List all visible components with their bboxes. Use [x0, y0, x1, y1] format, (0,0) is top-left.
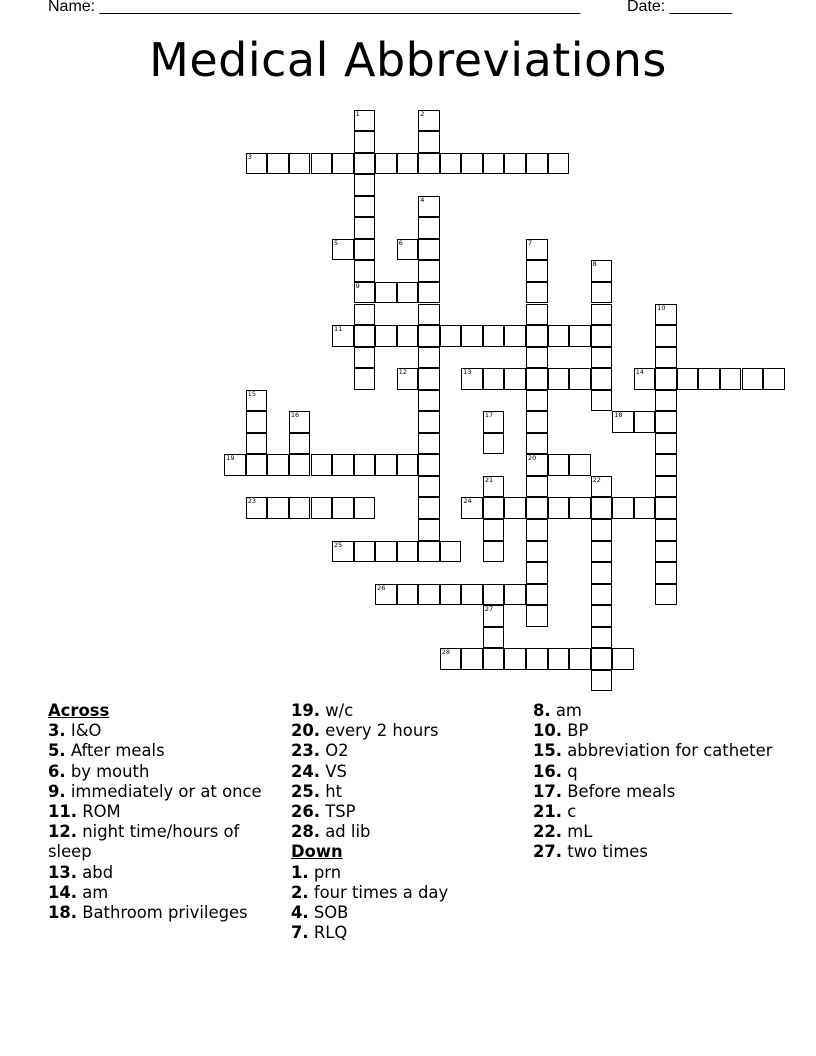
grid-cell[interactable] — [548, 368, 570, 390]
grid-cell[interactable] — [461, 497, 483, 519]
clue-number-label: 17. — [533, 781, 563, 801]
clue-number: 25 — [334, 540, 343, 549]
clue-item — [48, 741, 288, 761]
clue-number-label: 20. — [291, 721, 321, 741]
clue-number-label: 1. — [291, 862, 309, 882]
grid-cell[interactable] — [591, 347, 613, 369]
grid-cell[interactable] — [526, 347, 548, 369]
grid-cell[interactable] — [224, 454, 246, 476]
grid-cell[interactable] — [440, 325, 462, 347]
clue-item — [291, 762, 531, 782]
grid-cell[interactable] — [354, 239, 376, 261]
clue-item — [48, 721, 288, 741]
grid-cell[interactable] — [246, 390, 268, 412]
grid-cell[interactable] — [526, 519, 548, 541]
grid-cell[interactable] — [569, 325, 591, 347]
clue-number-label: 8. — [533, 701, 551, 720]
grid-cell[interactable] — [655, 390, 677, 412]
clue-number: 4 — [420, 195, 425, 204]
clue-text: ad lib — [325, 822, 371, 842]
clue-number: 12 — [398, 368, 407, 377]
clue-text: After meals — [70, 741, 165, 761]
grid-cell[interactable] — [634, 411, 656, 433]
grid-cell[interactable] — [763, 368, 785, 390]
clue-item — [291, 903, 531, 923]
grid-cell[interactable] — [354, 217, 376, 239]
clue-text: VS — [325, 761, 347, 781]
clue-number-label: 26. — [291, 802, 321, 822]
clue-text: abbreviation for catheter — [567, 741, 773, 761]
clues-column-1 — [48, 701, 288, 923]
clue-text: every 2 hours — [325, 721, 439, 741]
grid-cell[interactable] — [548, 648, 570, 670]
grid-cell[interactable] — [246, 497, 268, 519]
clue-number-label: 2. — [291, 882, 309, 902]
clue-item — [48, 883, 288, 903]
grid-cell[interactable] — [677, 368, 699, 390]
clue-item — [291, 863, 531, 883]
grid-cell[interactable] — [375, 153, 397, 175]
grid-cell[interactable] — [591, 497, 613, 519]
grid-cell[interactable] — [354, 174, 376, 196]
clue-item — [48, 782, 288, 802]
section-heading: Across — [48, 701, 110, 720]
grid-cell[interactable] — [591, 368, 613, 390]
clue-number: 22 — [592, 475, 601, 484]
grid-cell[interactable] — [375, 282, 397, 304]
grid-cell[interactable] — [483, 153, 505, 175]
grid-cell[interactable] — [591, 627, 613, 649]
clue-number-label: 13. — [48, 862, 78, 882]
grid-cell[interactable] — [375, 454, 397, 476]
grid-cell[interactable] — [418, 390, 440, 412]
clue-item — [48, 762, 288, 782]
clue-number-label: 5. — [48, 741, 66, 761]
grid-cell[interactable] — [461, 584, 483, 606]
grid-cell[interactable] — [461, 325, 483, 347]
grid-cell[interactable] — [397, 153, 419, 175]
grid-cell[interactable] — [526, 239, 548, 261]
clue-number: 23 — [247, 497, 257, 506]
grid-cell[interactable] — [526, 390, 548, 412]
clue-number: 16 — [290, 411, 300, 420]
clue-text: TSP — [325, 802, 356, 822]
grid-cell[interactable] — [418, 368, 440, 390]
grid-cell[interactable] — [591, 584, 613, 606]
grid-cell[interactable] — [483, 476, 505, 498]
grid-cell[interactable] — [634, 368, 656, 390]
grid-cell[interactable] — [289, 497, 311, 519]
grid-cell[interactable] — [354, 347, 376, 369]
clues-column-2 — [291, 701, 531, 943]
grid-cell[interactable] — [569, 648, 591, 670]
grid-cell[interactable] — [483, 497, 505, 519]
grid-cell[interactable] — [397, 454, 419, 476]
clue-number-label: 12. — [48, 822, 78, 842]
grid-cell[interactable] — [418, 110, 440, 132]
grid-cell[interactable] — [354, 497, 376, 519]
grid-cell[interactable] — [483, 605, 505, 627]
clue-text: ht — [325, 781, 343, 801]
clue-number: 27 — [484, 605, 494, 614]
grid-cell[interactable] — [655, 497, 677, 519]
grid-cell[interactable] — [354, 454, 376, 476]
clue-number: 14 — [635, 368, 644, 377]
clue-item — [291, 782, 531, 802]
clue-number: 18 — [614, 411, 623, 420]
grid-cell[interactable] — [418, 239, 440, 261]
grid-cell[interactable] — [354, 196, 376, 218]
grid-cell[interactable] — [526, 454, 548, 476]
clue-text: Bathroom privileges — [82, 903, 248, 923]
grid-cell[interactable] — [267, 454, 289, 476]
clue-item — [48, 822, 288, 862]
grid-cell[interactable] — [461, 648, 483, 670]
clue-text: c — [567, 802, 577, 822]
clue-item — [533, 822, 773, 842]
grid-cell[interactable] — [246, 454, 268, 476]
grid-cell[interactable] — [418, 217, 440, 239]
clue-number-label: 22. — [533, 822, 563, 842]
grid-cell[interactable] — [591, 390, 613, 412]
grid-cell[interactable] — [440, 648, 462, 670]
date-field[interactable]: Date: _______ — [627, 0, 732, 15]
clue-text: by mouth — [70, 761, 150, 781]
grid-cell[interactable] — [548, 454, 570, 476]
clue-number: 21 — [484, 475, 494, 484]
grid-cell[interactable] — [267, 497, 289, 519]
grid-cell[interactable] — [354, 304, 376, 326]
grid-cell[interactable] — [418, 476, 440, 498]
grid-cell[interactable] — [655, 541, 677, 563]
grid-cell[interactable] — [483, 368, 505, 390]
grid-cell[interactable] — [526, 260, 548, 282]
clue-number-label: 25. — [291, 781, 321, 801]
clue-number-label: 3. — [48, 721, 66, 741]
grid-cell[interactable] — [655, 304, 677, 326]
clue-item — [533, 721, 773, 741]
grid-cell[interactable] — [354, 153, 376, 175]
grid-cell[interactable] — [504, 368, 526, 390]
grid-cell[interactable] — [483, 541, 505, 563]
grid-cell[interactable] — [418, 260, 440, 282]
page-title: Medical Abbreviations — [149, 33, 667, 87]
grid-cell[interactable] — [418, 282, 440, 304]
grid-cell[interactable] — [354, 368, 376, 390]
clue-text: night time/hours of sleep — [48, 822, 240, 862]
clue-number: 26 — [377, 583, 386, 592]
clue-item — [291, 721, 531, 741]
grid-cell[interactable] — [483, 433, 505, 455]
grid-cell[interactable] — [354, 260, 376, 282]
clue-item — [291, 741, 531, 761]
grid-cell[interactable] — [332, 454, 354, 476]
clue-item — [533, 741, 773, 761]
grid-cell[interactable] — [742, 368, 764, 390]
section-heading: Down — [291, 842, 343, 862]
grid-cell[interactable] — [461, 153, 483, 175]
grid-cell[interactable] — [483, 411, 505, 433]
grid-cell[interactable] — [591, 260, 613, 282]
clue-text: Before meals — [567, 781, 676, 801]
grid-cell[interactable] — [332, 153, 354, 175]
grid-cell[interactable] — [655, 347, 677, 369]
clue-number: 11 — [334, 325, 343, 333]
grid-cell[interactable] — [418, 411, 440, 433]
grid-cell[interactable] — [354, 282, 376, 304]
clue-number: 5 — [334, 238, 339, 247]
name-field[interactable]: Name: ______________________________________________________ — [48, 0, 581, 15]
grid-cell[interactable] — [440, 584, 462, 606]
grid-cell[interactable] — [655, 368, 677, 390]
grid-cell[interactable] — [375, 325, 397, 347]
clue-item — [48, 903, 288, 923]
grid-cell[interactable] — [418, 304, 440, 326]
grid-cell[interactable] — [504, 584, 526, 606]
grid-cell[interactable] — [461, 368, 483, 390]
grid-cell[interactable] — [354, 541, 376, 563]
grid-cell[interactable] — [289, 454, 311, 476]
grid-cell[interactable] — [483, 519, 505, 541]
grid-cell[interactable] — [655, 325, 677, 347]
grid-cell[interactable] — [526, 541, 548, 563]
grid-cell[interactable] — [418, 454, 440, 476]
clue-number: 1 — [355, 109, 360, 118]
grid-cell[interactable] — [375, 541, 397, 563]
grid-cell[interactable] — [397, 239, 419, 261]
grid-cell[interactable] — [418, 433, 440, 455]
grid-cell[interactable] — [397, 584, 419, 606]
grid-cell[interactable] — [418, 584, 440, 606]
clue-number-label: 28. — [291, 822, 321, 842]
grid-cell[interactable] — [591, 670, 613, 692]
clue-number-label: 24. — [291, 761, 321, 781]
clue-number-label: 14. — [48, 882, 78, 902]
clue-number-label: 23. — [291, 741, 321, 761]
clue-item — [291, 802, 531, 822]
grid-cell[interactable] — [397, 325, 419, 347]
clue-number: 3 — [247, 152, 252, 161]
clue-number-label: 27. — [533, 842, 563, 862]
grid-cell[interactable] — [548, 497, 570, 519]
clue-item — [291, 701, 531, 721]
grid-cell[interactable] — [418, 347, 440, 369]
grid-cell[interactable] — [418, 153, 440, 175]
clue-number: 2 — [420, 109, 425, 118]
grid-cell[interactable] — [526, 153, 548, 175]
clue-text: ROM — [82, 802, 121, 822]
clue-text: BP — [567, 721, 589, 741]
grid-cell[interactable] — [569, 454, 591, 476]
grid-cell[interactable] — [418, 519, 440, 541]
clue-number: 20 — [528, 454, 537, 463]
clue-item — [533, 762, 773, 782]
grid-cell[interactable] — [655, 454, 677, 476]
grid-cell[interactable] — [289, 411, 311, 433]
grid-cell[interactable] — [375, 584, 397, 606]
grid-cell[interactable] — [246, 411, 268, 433]
grid-cell[interactable] — [354, 325, 376, 347]
grid-cell[interactable] — [504, 648, 526, 670]
clue-text: am — [555, 701, 582, 720]
grid-cell[interactable] — [591, 519, 613, 541]
grid-cell[interactable] — [698, 368, 720, 390]
grid-cell[interactable] — [612, 497, 634, 519]
grid-cell[interactable] — [483, 648, 505, 670]
grid-cell[interactable] — [526, 411, 548, 433]
grid-cell[interactable] — [548, 153, 570, 175]
clue-item — [291, 883, 531, 903]
grid-cell[interactable] — [591, 562, 613, 584]
clues-column-3 — [533, 701, 773, 863]
clue-number-label: 6. — [48, 761, 66, 781]
grid-cell[interactable] — [483, 627, 505, 649]
clue-number-label: 16. — [533, 761, 563, 781]
grid-cell[interactable] — [526, 562, 548, 584]
grid-cell[interactable] — [591, 304, 613, 326]
grid-cell[interactable] — [418, 497, 440, 519]
clue-number-label: 18. — [48, 903, 78, 923]
grid-cell[interactable] — [440, 541, 462, 563]
clue-number: 17 — [484, 411, 494, 420]
grid-cell[interactable] — [289, 153, 311, 175]
clue-text: q — [567, 761, 578, 781]
grid-cell[interactable] — [655, 519, 677, 541]
clue-text: mL — [567, 822, 593, 842]
grid-cell[interactable] — [569, 497, 591, 519]
grid-cell[interactable] — [418, 131, 440, 153]
grid-cell[interactable] — [612, 411, 634, 433]
grid-cell[interactable] — [634, 497, 656, 519]
grid-cell[interactable] — [655, 562, 677, 584]
clue-text: prn — [313, 862, 342, 882]
clue-number-label: 10. — [533, 721, 563, 741]
grid-cell[interactable] — [591, 282, 613, 304]
grid-cell[interactable] — [526, 648, 548, 670]
grid-cell[interactable] — [591, 325, 613, 347]
grid-cell[interactable] — [591, 648, 613, 670]
clue-number: 28 — [441, 648, 451, 657]
grid-cell[interactable] — [591, 541, 613, 563]
clue-number-label: 7. — [291, 923, 309, 943]
clue-text: four times a day — [313, 882, 449, 902]
grid-cell[interactable] — [655, 433, 677, 455]
grid-cell[interactable] — [397, 282, 419, 304]
grid-cell[interactable] — [526, 325, 548, 347]
grid-cell[interactable] — [246, 433, 268, 455]
grid-cell[interactable] — [483, 325, 505, 347]
clue-number: 7 — [528, 238, 533, 247]
grid-cell[interactable] — [526, 584, 548, 606]
clue-number-label: 21. — [533, 802, 563, 822]
clue-item — [533, 802, 773, 822]
grid-cell[interactable] — [440, 153, 462, 175]
grid-cell[interactable] — [311, 497, 333, 519]
grid-cell[interactable] — [397, 368, 419, 390]
grid-cell[interactable] — [720, 368, 742, 390]
grid-cell[interactable] — [591, 476, 613, 498]
grid-cell[interactable] — [418, 325, 440, 347]
grid-cell[interactable] — [655, 584, 677, 606]
grid-cell[interactable] — [332, 325, 354, 347]
grid-cell[interactable] — [311, 454, 333, 476]
clue-text: immediately or at once — [70, 781, 262, 801]
grid-cell[interactable] — [246, 153, 268, 175]
grid-cell[interactable] — [526, 605, 548, 627]
grid-cell[interactable] — [418, 196, 440, 218]
grid-cell[interactable] — [526, 497, 548, 519]
clue-number-label: 4. — [291, 903, 309, 923]
clue-text: am — [82, 882, 109, 902]
grid-cell[interactable] — [655, 476, 677, 498]
clue-number: 15 — [247, 389, 257, 398]
clue-item — [533, 842, 773, 862]
clue-number-label: 9. — [48, 781, 66, 801]
clue-text: O2 — [325, 741, 349, 761]
grid-cell[interactable] — [267, 153, 289, 175]
grid-cell[interactable] — [332, 497, 354, 519]
clue-number: 6 — [398, 238, 403, 247]
clue-number: 19 — [226, 454, 235, 463]
grid-cell[interactable] — [526, 304, 548, 326]
grid-cell[interactable] — [526, 282, 548, 304]
clue-text: two times — [567, 842, 648, 862]
grid-cell[interactable] — [612, 648, 634, 670]
clue-number: 8 — [592, 260, 597, 269]
grid-cell[interactable] — [526, 433, 548, 455]
grid-cell[interactable] — [354, 131, 376, 153]
clue-text: I&O — [70, 721, 102, 741]
grid-cell[interactable] — [504, 497, 526, 519]
clue-text: RLQ — [313, 923, 348, 943]
grid-cell[interactable] — [526, 368, 548, 390]
grid-cell[interactable] — [548, 325, 570, 347]
clue-number-label: 15. — [533, 741, 563, 761]
grid-cell[interactable] — [504, 325, 526, 347]
grid-cell[interactable] — [332, 541, 354, 563]
grid-cell[interactable] — [655, 411, 677, 433]
grid-cell[interactable] — [354, 110, 376, 132]
clue-item — [291, 923, 531, 943]
grid-cell[interactable] — [569, 368, 591, 390]
clue-item — [291, 822, 531, 842]
grid-cell[interactable] — [397, 541, 419, 563]
clue-item — [48, 863, 288, 883]
clue-text: abd — [82, 862, 114, 882]
clue-number: 13 — [463, 368, 472, 377]
clue-text: SOB — [313, 903, 349, 923]
clue-number-label: 19. — [291, 701, 321, 720]
grid-cell[interactable] — [483, 584, 505, 606]
clue-item — [48, 802, 288, 822]
clue-number: 9 — [355, 281, 360, 290]
clue-item — [533, 782, 773, 802]
clue-item — [533, 701, 773, 721]
clue-number: 10 — [657, 303, 666, 312]
clue-number-label: 11. — [48, 802, 78, 822]
grid-cell[interactable] — [332, 239, 354, 261]
grid-cell[interactable] — [504, 153, 526, 175]
grid-cell[interactable] — [311, 153, 333, 175]
grid-cell[interactable] — [526, 476, 548, 498]
clue-text: w/c — [325, 701, 354, 720]
grid-cell[interactable] — [418, 541, 440, 563]
grid-cell[interactable] — [591, 605, 613, 627]
clue-number: 24 — [463, 497, 472, 506]
grid-cell[interactable] — [289, 433, 311, 455]
